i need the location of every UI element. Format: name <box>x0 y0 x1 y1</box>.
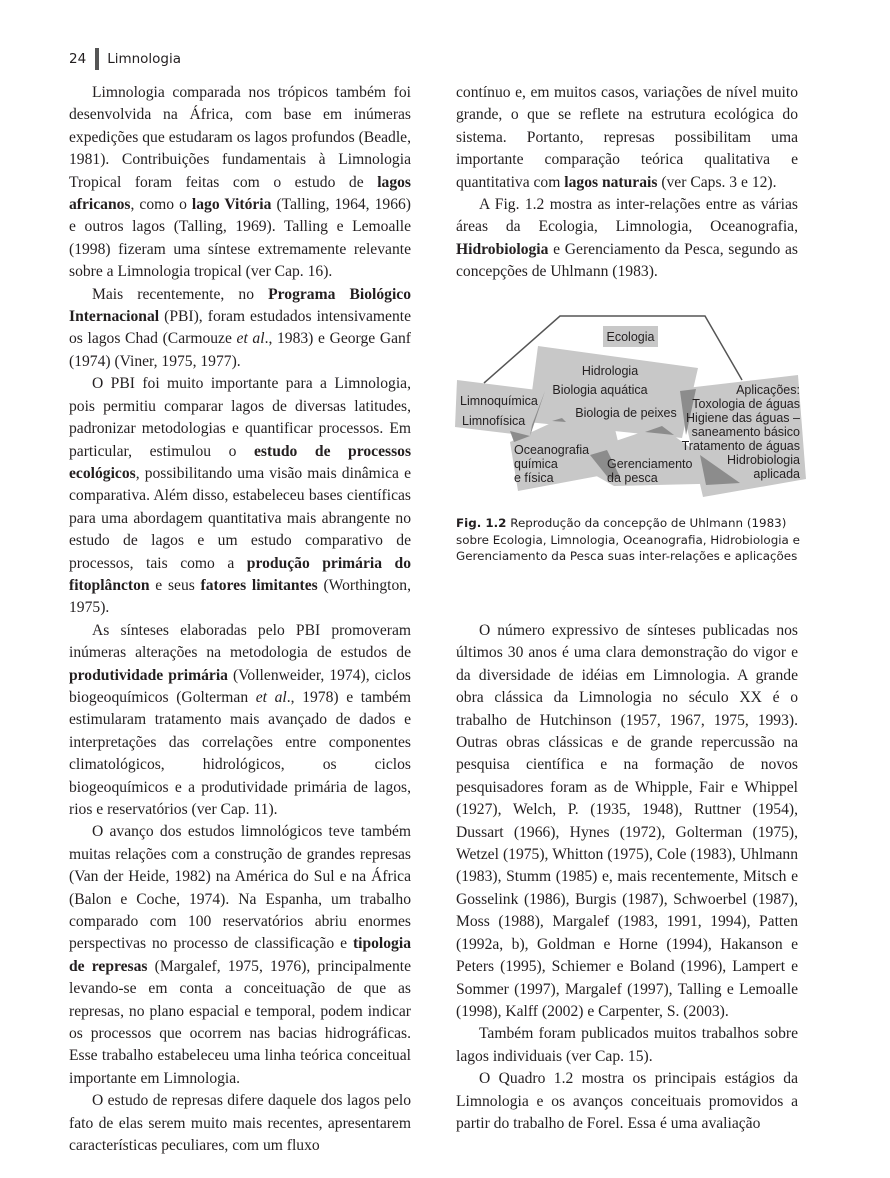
paragraph <box>456 82 798 194</box>
label-higiene: Higiene das águas – <box>686 411 800 425</box>
text-run: e Gerenciamento da Pesca, segundo as concepções de Uhlmann (1983). <box>456 240 798 281</box>
bold-term: produção primária do fitoplâncton <box>69 554 411 594</box>
text-run: e seus <box>149 576 201 594</box>
label-hidrologia: Hidrologia <box>581 364 639 378</box>
right-column-top <box>456 82 798 284</box>
label-e-fisica: e física <box>514 471 554 485</box>
caption-text: Reprodução da concepção de Uhlmann (1983) sobre Ecologia, Limnologia, Oceanografia, Hidrobiologia e Gerenciamento da Pesca suas inter-relações e aplicações <box>456 516 800 564</box>
text-run: As sínteses elaboradas pelo PBI promoveram inúmeras alterações na metodologia de estudos de <box>69 621 411 662</box>
text-run: contínuo e, em muitos casos, variações de nível muito grande, o que se reflete na estrutura ecológica do sistema. Portanto, represas possibilitam uma importante comparação teórica qualitativa e quantitativa com <box>456 84 798 191</box>
bold-term: fatores limitantes <box>200 576 318 594</box>
paragraph <box>69 82 411 284</box>
label-limnoquimica: Limnoquímica <box>460 394 538 408</box>
figure-caption <box>456 515 801 565</box>
paragraph <box>456 1068 798 1135</box>
text-run: (ver Caps. 3 e 12). <box>657 173 777 191</box>
text-run: ., 1983) e George Ganf (1974) (Viner, 1975, 1977). <box>69 330 411 370</box>
text-run: ., 1978) e também estimularam tratamento mais avançado de dados e interpretações das correlações entre componentes climatológicos, hidrológicos, os ciclos biogeoquímicos e a produtividade primária de lagos, rios e reservatórios (ver Cap. 11). <box>69 688 411 818</box>
caption-label: Fig. 1.2 <box>456 516 507 530</box>
text-run: (PBI), foram estudados intensivamente os lagos Chad (Carmouze <box>69 308 411 348</box>
bold-term: produtividade primária <box>69 666 228 684</box>
text-run: O PBI foi muito importante para a Limnologia, pois permitiu comparar lagos de diversas latitudes, padronizar metodologias e quantificar processos. Em particular, estimulou o <box>69 375 411 460</box>
paragraph <box>456 194 798 284</box>
label-gerenciamento: Gerenciamento <box>607 457 693 471</box>
diagram-svg <box>450 305 830 505</box>
bold-term: Programa Biológico Internacional <box>69 285 412 326</box>
italic-text: et al <box>236 330 265 348</box>
running-title: Limnologia <box>107 51 182 67</box>
left-column <box>69 82 411 1158</box>
label-quimica: química <box>514 457 558 471</box>
paragraph <box>69 620 411 822</box>
label-toxologia: Toxologia de águas <box>692 397 800 411</box>
text-run: (Worthington, 1975). <box>69 576 411 617</box>
figure-uhlmann-diagram <box>450 305 830 505</box>
label-da-pesca: da pesca <box>607 471 658 485</box>
right-column-bottom <box>456 620 798 1135</box>
text-run: (Talling, 1964, 1966) e outros lagos (Talling, 1969). Talling e Lemoalle (1998) fizeram uma síntese extremamente relevante sobre a Limnologia tropical (ver Cap. 16). <box>69 196 411 281</box>
text-run: Limnologia comparada nos trópicos também foi desenvolvida na África, com base em inúmeras expedições que estudaram os lagos profundos (Beadle, 1981). Contribuições fundamentais à Limnologia Tropical foram feitas com o estudo de <box>69 84 411 191</box>
text-run: , possibilitando uma visão mais dinâmica e comparativa. Além disso, estabeleceu bases científicas para uma abordagem quantitativa mais abrangente no estudo de lagos e um estudo comparativo de processos, tais como a <box>69 464 411 572</box>
label-aplicada: aplicada <box>753 467 800 481</box>
text-run: Mais recentemente, no <box>92 285 269 303</box>
paragraph <box>456 1023 798 1068</box>
label-tratamento: Tratamento de águas <box>681 439 800 453</box>
text-run: , como o <box>130 196 192 214</box>
text-run: O Quadro 1.2 mostra os principais estágios da Limnologia e os avanços conceituais promovidos a partir do trabalho de Forel. Essa é uma avaliação <box>456 1070 798 1132</box>
text-run: O número expressivo de sínteses publicadas nos últimos 30 anos é uma clara demonstração do vigor e da diversidade de idéias em Limnologia. A grande obra clássica da Limnologia no século XX é o trabalho de Hutchinson (1957, 1967, 1975, 1993). Outras obras clássicas e de grande repercussão na pesquisa científica e na formação de novos pesquisadores foram as de Whipple, Fair e Whippel (1927), Welch, P. (1935, 1948), Ruttner (1954), Dussart (1966), Hynes (1972), Golterman (1975), Wetzel (1975), Whitton (1975), Cole (1983), Uhlmann (1983), Stumm (1985) e, mais recentemente, Mitsch e Gosselink (1986), Burgis (1987), Schwoerbel (1987), Moss (1988), Margalef (1983, 1991, 1994), Patten (1992a, b), Goldman e Horne (1994), Hakanson e Peters (1995), Schiemer e Boland (1996), Lampert e Sommer (1997), Margalef (1997), Talling e Lemoalle (1998), Kalff (2002) e Carpenter, S. (2003). <box>456 622 798 1020</box>
paragraph <box>456 620 798 1023</box>
text-run: O avanço dos estudos limnológicos teve também muitas relações com a construção de grandes represas (Van der Heide, 1982) na América do Sul e na África (Balon e Coche, 1974). Na Espanha, um trabalho comparado com 100 reservatórios abriu enormes perspectivas no processo de classificação e <box>69 823 411 953</box>
paragraph <box>69 373 411 619</box>
label-saneamento: saneamento básico <box>691 425 800 439</box>
text-run: Também foram publicados muitos trabalhos sobre lagos individuais (ver Cap. 15). <box>456 1025 798 1065</box>
text-run: (Margalef, 1975, 1976), principalmente levando-se em conta a conceituação de que as represas, no plano espacial e temporal, podem indicar os processos que ocorrem nas bacias hidrográficas. Esse trabalho estabeleceu uma linha teórica conceitual importante em Limnologia. <box>69 957 411 1087</box>
paragraph <box>69 284 411 374</box>
ecologia-label: Ecologia <box>606 330 655 344</box>
label-oceanografia: Oceanografia <box>514 443 590 457</box>
label-limnofisica: Limnofísica <box>462 414 526 428</box>
bold-term: lago Vitória <box>191 196 272 214</box>
paragraph <box>69 821 411 1090</box>
text-run: (Vollenweider, 1974), ciclos biogeoquímicos (Golterman <box>69 666 412 706</box>
text-run: A Fig. 1.2 mostra as inter-relações entre as várias áreas da Ecologia, Limnologia, Oceanografia, <box>456 196 798 236</box>
running-header <box>69 48 181 70</box>
italic-text: et al <box>255 688 287 706</box>
header-divider <box>95 48 99 70</box>
bold-term: estudo de processos ecológicos <box>69 442 412 482</box>
paragraph <box>69 1090 411 1157</box>
page-number: 24 <box>69 51 87 67</box>
bold-term: tipologia de represas <box>69 935 411 975</box>
text-run: O estudo de represas difere daquele dos lagos pelo fato de elas serem muito mais recentes, apresentarem características peculiares, com um fluxo <box>69 1092 411 1155</box>
bold-term: Hidrobiologia <box>456 240 549 258</box>
label-aplicacoes: Aplicações: <box>736 383 800 397</box>
bold-term: lagos africanos <box>69 173 411 214</box>
label-hidrobiologia: Hidrobiologia <box>727 453 800 467</box>
bold-term: lagos naturais <box>564 173 658 191</box>
label-biologia-aquatica: Biologia aquática <box>552 383 648 397</box>
label-biologia-peixes: Biologia de peixes <box>575 406 677 420</box>
